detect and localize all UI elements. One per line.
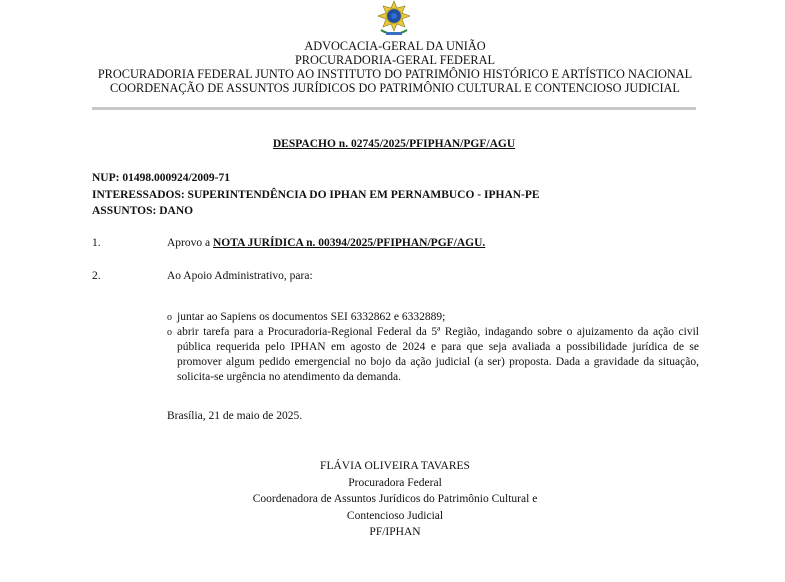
bullet-text: juntar ao Sapiens os documentos SEI 6332862 e 6332889; [177, 311, 446, 323]
header-line-3: PROCURADORIA FEDERAL JUNTO AO INSTITUTO DO PATRIMÔNIO HISTÓRICO E ARTÍSTICO NACIONAL [97, 67, 693, 81]
item-1-text [167, 237, 485, 249]
date-line: Brasília, 21 de maio de 2025. [167, 410, 303, 422]
header-line-1: ADVOCACIA-GERAL DA UNIÃO [304, 39, 486, 53]
item-2-text: Ao Apoio Administrativo, para: [167, 270, 313, 282]
item-1-number: 1. [92, 237, 101, 249]
list-item [167, 310, 699, 325]
brazil-coat-of-arms-icon [375, 0, 413, 38]
bullet-list [167, 310, 699, 385]
document-title: DESPACHO n. 02745/2025/PFIPHAN/PGF/AGU [272, 138, 516, 150]
list-item [167, 325, 699, 385]
header-line-2: PROCURADORIA-GERAL FEDERAL [294, 53, 496, 67]
header-divider [92, 107, 696, 110]
nota-juridica-link[interactable]: NOTA JURÍDICA n. 00394/2025/PFIPHAN/PGF/AGU. [213, 237, 486, 249]
signer-name: FLÁVIA OLIVEIRA TAVARES [320, 460, 470, 472]
signer-role: Procuradora Federal [348, 476, 442, 489]
bullet-circle-icon: o [167, 312, 172, 323]
interessados-line: INTERESSADOS: SUPERINTENDÊNCIA DO IPHAN EM PERNAMBUCO - IPHAN-PE [92, 189, 540, 201]
signer-position-line-1: Coordenadora de Assuntos Jurídicos do Patrimônio Cultural e [252, 493, 538, 505]
signer-position-line-2: Contencioso Judicial [346, 509, 444, 522]
item-1-prefix: Aprovo a [167, 237, 213, 249]
assuntos-line: ASSUNTOS: DANO [92, 205, 194, 217]
bullet-text: abrir tarefa para a Procuradoria-Regional Federal da 5ª Região, indagando sobre o ajuizamento da ação civil pública requerida pelo IPHAN em agosto de 2024 e para que seja avaliada a possibilidade jurídica de se promover algum pedido emergencial no bojo da ação judicial (a ser) proposta. Dada a gravidade da situação, solicita-se urgência no atendimento da demanda. [177, 326, 699, 383]
signature-block [200, 458, 590, 541]
item-2-number: 2. [92, 270, 101, 282]
nup-line: NUP: 01498.000924/2009-71 [92, 172, 230, 184]
signer-unit: PF/IPHAN [369, 526, 421, 538]
header-line-4: COORDENAÇÃO DE ASSUNTOS JURÍDICOS DO PATRIMÔNIO CULTURAL E CONTENCIOSO JUDICIAL [110, 81, 680, 95]
bullet-circle-icon: o [167, 327, 172, 338]
